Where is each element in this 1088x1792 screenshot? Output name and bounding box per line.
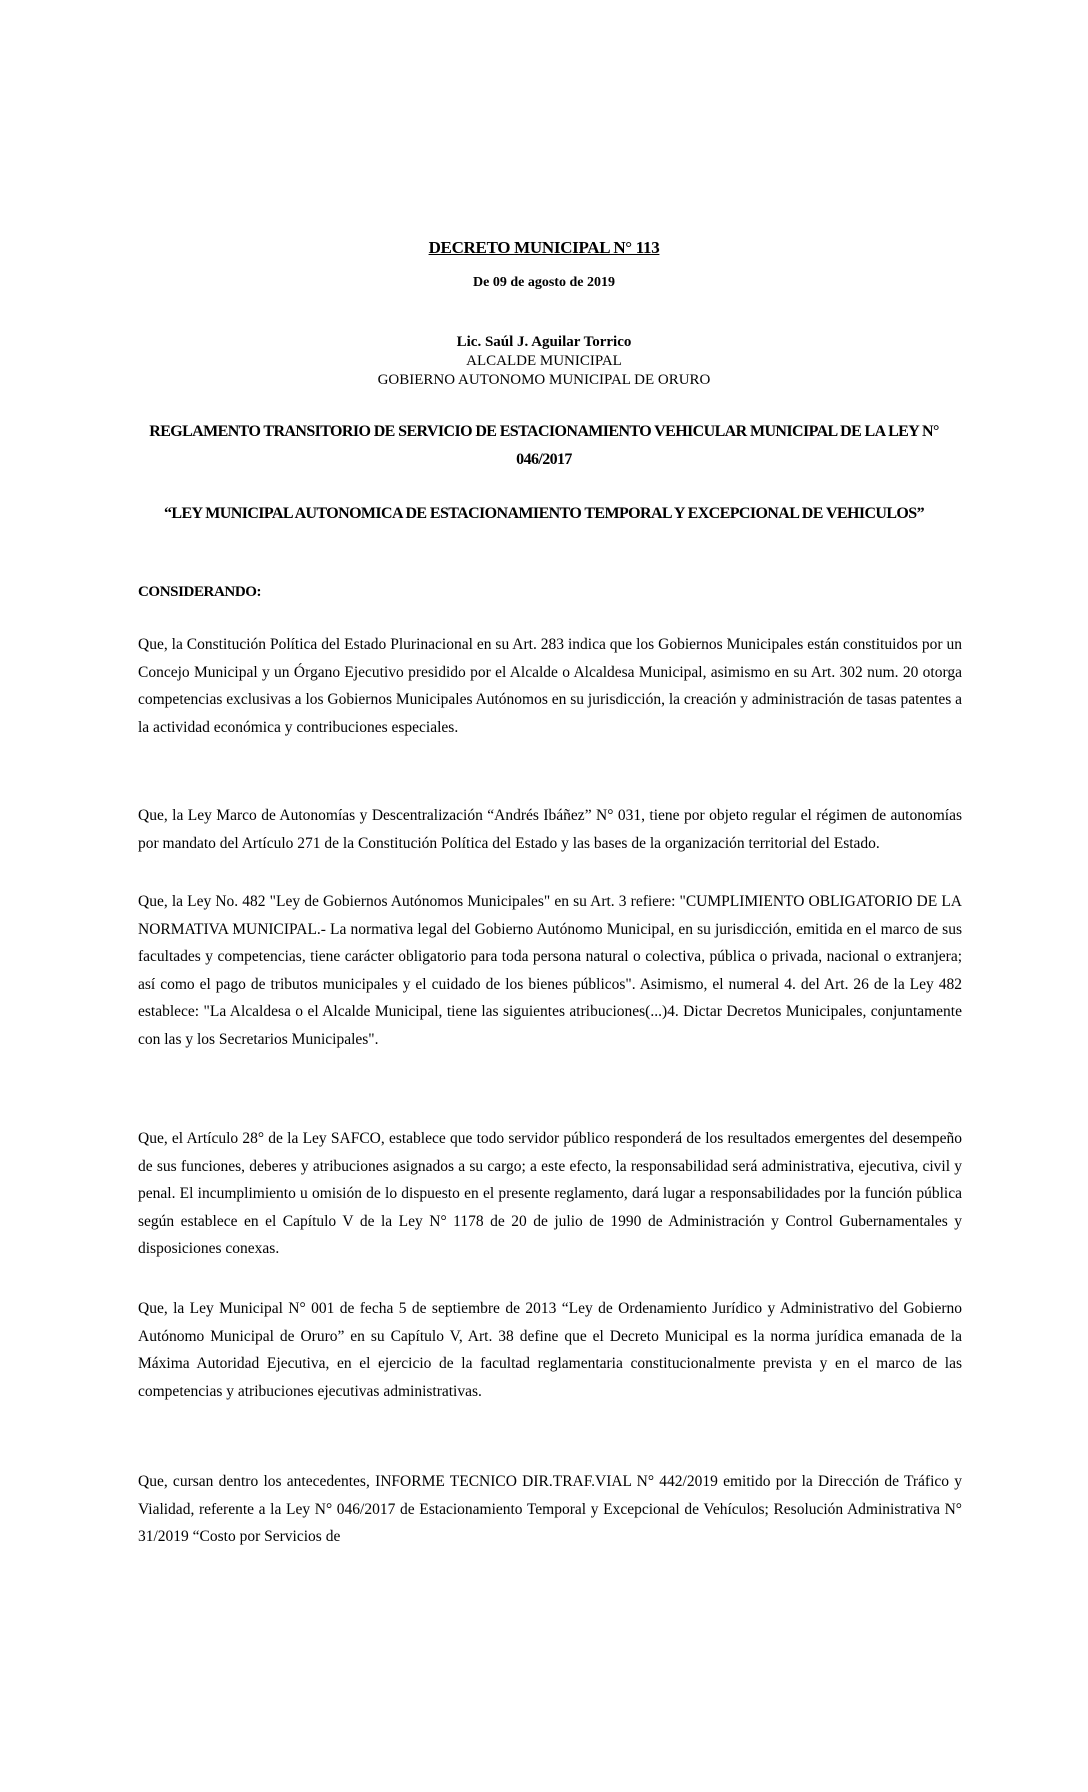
signatory-position: ALCALDE MUNICIPAL: [466, 353, 622, 369]
law-title: “LEY MUNICIPAL AUTONOMICA DE ESTACIONAMIENTO TEMPORAL Y EXCEPCIONAL DE VEHICULOS”: [164, 505, 924, 522]
considering-heading: CONSIDERANDO:: [138, 584, 262, 600]
paragraph: Que, el Artículo 28° de la Ley SAFCO, establece que todo servidor público responderá de los resultados emergentes del desempeño de sus funciones, deberes y atribuciones asignados a su cargo; a este efecto, la responsabilidad será administrativa, ejecutiva, civil y penal. El incumplimiento u omisión de lo dispuesto en el presente reglamento, dará lugar a responsabilidades por la función pública según establece en el Capítulo V de la Ley N° 1178 de 20 de julio de 1990 de Administración y Control Gubernamentales y disposiciones conexas.: [138, 1130, 962, 1257]
paragraph: Que, la Ley No. 482 "Ley de Gobiernos Autónomos Municipales" en su Art. 3 refiere: "CUMPLIMIENTO OBLIGATORIO DE LA NORMATIVA MUNICIPAL.- La normativa legal del Gobierno Autónomo Municipal, en su jurisdicción, emitida en el marco de sus facultades y competencias, tiene carácter obligatorio para toda persona natural o colectiva, pública o privada, nacional o extranjera; así como el pago de tributos municipales y el cuidado de los bienes públicos". Asimismo, el numeral 4. del Art. 26 de la Ley 482 establece: "La Alcaldesa o el Alcalde Municipal, tiene las siguientes atribuciones(...)4. Dictar Decretos Municipales, conjuntamente con las y los Secretarios Municipales".: [138, 893, 962, 1048]
decree-date: De 09 de agosto de 2019: [473, 275, 615, 290]
paragraph: Que, la Ley Marco de Autonomías y Descentralización “Andrés Ibáñez” N° 031, tiene por objeto regular el régimen de autonomías por mandato del Artículo 271 de la Constitución Política del Estado y las bases de la organización territorial del Estado.: [138, 807, 962, 852]
signatory-name: Lic. Saúl J. Aguilar Torrico: [456, 334, 632, 350]
paragraph: Que, la Constitución Política del Estado Plurinacional en su Art. 283 indica que los Gobiernos Municipales están constituidos por un Concejo Municipal y un Órgano Ejecutivo presidido por el Alcalde o Alcaldesa Municipal, asimismo en su Art. 302 num. 20 otorga competencias exclusivas a los Gobiernos Municipales Autónomos en su jurisdicción, la creación y administración de tasas patentes a la actividad económica y contribuciones especiales.: [138, 636, 962, 736]
regulation-title: REGLAMENTO TRANSITORIO DE SERVICIO DE ESTACIONAMIENTO VEHICULAR MUNICIPAL DE LA LEY N° 046/2017: [149, 423, 939, 468]
paragraph: Que, cursan dentro los antecedentes, INFORME TECNICO DIR.TRAF.VIAL N° 442/2019 emitido por la Dirección de Tráfico y Vialidad, referente a la Ley N° 046/2017 de Estacionamiento Temporal y Excepcional de Vehículos; Resolución Administrativa N° 31/2019 “Costo por Servicios de: [138, 1473, 962, 1545]
signatory-block: [0, 333, 1088, 390]
paragraph: Que, la Ley Municipal N° 001 de fecha 5 de septiembre de 2013 “Ley de Ordenamiento Jurídico y Administrativo del Gobierno Autónomo Municipal de Oruro” en su Capítulo V, Art. 38 define que el Decreto Municipal es la norma jurídica emanada de la Máxima Autoridad Ejecutiva, en el ejercicio de la facultad reglamentaria constitucionalmente prevista y en el marco de las competencias y atribuciones ejecutivas administrativas.: [138, 1300, 962, 1400]
decree-title: DECRETO MUNICIPAL N° 113: [428, 238, 660, 257]
signatory-institution: GOBIERNO AUTONOMO MUNICIPAL DE ORURO: [377, 372, 711, 388]
